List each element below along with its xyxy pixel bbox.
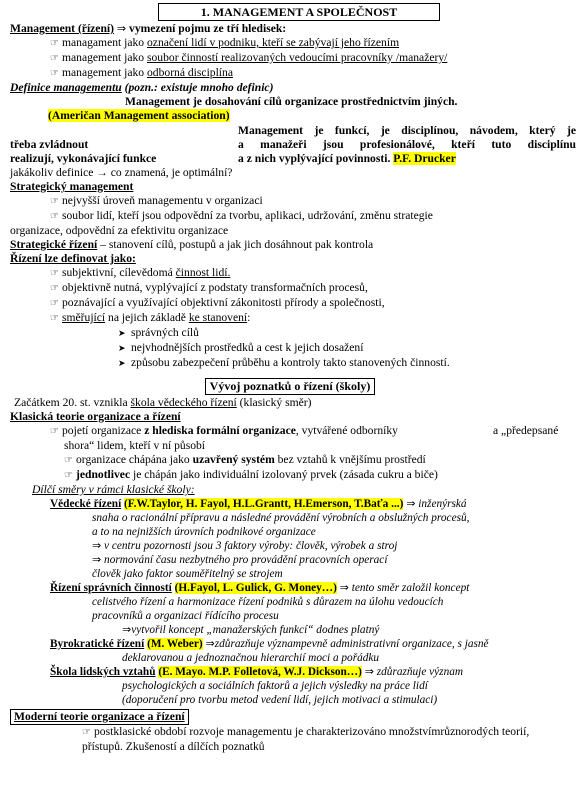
list-item: ☞ směřující na jejich základě ke stanovení: <box>50 311 251 324</box>
list-item: ☞ objektivně nutná, vyplývající z podstaty transformačních procesů, <box>50 281 368 294</box>
list-item: ☞ soubor lidí, kteří jsou odpovědní za tvorbu, aplikaci, udržování, změnu strategie <box>50 209 433 222</box>
hand-pointer-icon: ☞ <box>50 38 59 49</box>
history-title: Vývoj poznatků o řízení (školy) <box>205 378 375 395</box>
define-heading: Řízení lze definovat jako: <box>10 252 136 265</box>
list-item: ☞ jednotlivec je chápán jako individuální izolovaný prvek (zásada cukru a biče) <box>64 468 438 481</box>
definition-1: Management je dosahování cílů organizace prostřednictvím jiných. <box>125 95 458 108</box>
list-item-continuation: organizace, odpovědní za efektivitu organizace <box>10 224 229 237</box>
list-item: ☞ organizace chápána jako uzavřený systém bez vztahů k vnějšímu prostředí <box>64 453 426 466</box>
sub-list-item: ➤ způsobu zabezpečení průběhu a kontroly takto stanovených činností. <box>118 356 450 369</box>
hand-pointer-icon: ☞ <box>50 211 59 222</box>
strategic-rizeni: Strategické řízení – stanovení cílů, postupů a jak jich dosáhnout pak kontrola <box>10 238 374 251</box>
hand-pointer-icon: ☞ <box>50 283 59 294</box>
list-item-continuation: přístupů. Zkušeností a dílčích poznatků <box>82 740 265 753</box>
hand-pointer-icon: ☞ <box>50 298 59 309</box>
hand-pointer-icon: ☞ <box>64 455 73 466</box>
page-title: 1. MANAGEMENT A SPOLEČNOST <box>158 3 440 21</box>
history-intro: Začátkem 20. st. vznikla škola vědeckého řízení (klasický směr) <box>14 396 312 409</box>
hand-pointer-icon: ☞ <box>50 196 59 207</box>
hand-pointer-icon: ☞ <box>50 426 59 437</box>
document-page: 1. MANAGEMENT A SPOLEČNOST Management (řízení) ⇒ vymezení pojmu ze tří hledisek: ☞ managament jako označení lidí v podniku, kteří se zabývají jeho řízením ☞ management jako soubor činností realizovaných vedoucími pracovníky /manažery/ ☞ management jako odborná disciplína Definice managementu (pozn.: existuje mnoho definic) Management je dosahování cílů organizace prostřednictvím jiných. (Američan Management association) Management je funkcí, je disciplínou, návodem, který je třeba zvládnout a manažeři jsou profesionálové, kteří tuto disciplínu realizují, vykonávající funkce a z nich vyplývající povinnosti. P.F. Drucker jakákoliv definice → co znamená, je optimální? Strategický management ☞ nejvyšší úroveň managementu v organizaci ☞ soubor lidí, kteří jsou odpovědní za tvorbu, aplikaci, udržování, změnu strategie organizace, odpovědní za efektivitu organizace Strategické řízení – stanovení cílů, postupů a jak jich dosáhnout pak kontrola Řízení lze definovat jako: ☞ subjektivní, cílevědomá činnost lidí. ☞ objektivně nutná, vyplývající z podstaty transformačních procesů, ☞ poznávající a využívající objektivní zákonitosti přírody a společnosti, ☞ směřující na jejich základě ke stanovení: ➤ správných cílů ➤ nejvhodnějších prostředků a cest k jejich dosažení ➤ způsobu zabezpečení průběhu a kontroly takto stanovených činností. Vývoj poznatků o řízení (školy) Začátkem 20. st. vznikla škola vědeckého řízení (klasický směr) Klasická teorie organizace a řízení ☞ pojetí organizace z hlediska formální organizace, vytvářené odborníky a „předepsané shora“ lidem, kteří v ní působí ☞ organizace chápána jako uzavřený systém bez vztahů k vnějšímu prostředí ☞ jednotlivec je chápán jako individuální izolovaný prvek (zásada cukru a biče) Dílčí směry v rámci klasické školy: Vědecké řízení (F.W.Taylor, H. Fayol, H.L.Grantt, H.Emerson, T.Baťa ...) ⇒ inženýrská snaha o racionální přípravu a následné provádění výrobních a obslužných procesů, a to na nejnižších úrovních podnikové organizace ⇒ v centru pozornosti jsou 3 faktory výroby: člověk, výrobek a stroj ⇒ normování času nezbytného pro provádění pracovních operací člověk jako faktor souměřitelný se strojem Řízení správních činností (H.Fayol, L. Gulick, G. Money…) ⇒ tento směr založil koncept celistvého řízení a harmonizace řízení podniků s důrazem na úlohu vedoucích pracovníků a organizaci řídícího procesu ⇒vytvořil koncept „manažerských funkcí“ dodnes platný Byrokratické řízení (M. Weber) ⇒zdůrazňuje význampevně administrativní organizace, s jasně deklarovanou a jednoznačnou hierarchií moci a pořádku Škola lidských vztahů (E. Mayo. M.P. Folletová, W.J. Dickson…) ⇒ zdůrazňuje význam psychologických a sociálních faktorů a jejich výsledky na práce lidí (doporučení pro tvorbu metod vedení lidí, jejich motivaci a stimulaci) Moderní teorie organizace a řízení ☞ postklasické období rozvoje managementu je charakterizováno množstvímrůznorodých teorií, přístupů. Zkušeností a dílčích poznatků <box>10 5 576 753</box>
definition-heading: Definice managementu (pozn.: existuje mnoho definic) <box>10 81 274 94</box>
list-item-continuation: shora“ lidem, kteří v ní působí <box>64 439 206 452</box>
management-heading <box>10 22 576 36</box>
modern-heading: Moderní teorie organizace a řízení <box>10 709 576 725</box>
list-item: ☞ managament jako označení lidí v podniku, kteří se zabývají jeho řízením <box>50 36 400 49</box>
triangle-bullet-icon: ➤ <box>118 344 126 354</box>
list-item: ☞ subjektivní, cílevědomá činnost lidí. <box>50 266 231 279</box>
list-item: ☞ management jako odborná disciplína <box>50 66 233 79</box>
triangle-bullet-icon: ➤ <box>118 359 126 369</box>
sub-list-item: ➤ správných cílů <box>118 326 199 339</box>
hand-pointer-icon: ☞ <box>50 313 59 324</box>
strategic-heading: Strategický management <box>10 180 134 193</box>
management-label: Management (řízení) <box>10 22 114 35</box>
hand-pointer-icon: ☞ <box>50 53 59 64</box>
list-item: ☞ postklasické období rozvoje managementu je charakterizováno množstvímrůznorodých teorií, <box>82 725 530 738</box>
definition-question: jakákoliv definice → co znamená, je optimální? <box>10 166 233 179</box>
ama-source: (Američan Management association) <box>48 109 230 122</box>
classic-heading: Klasická teorie organizace a řízení <box>10 410 181 423</box>
list-item: ☞ management jako soubor činností realizovaných vedoucími pracovníky /manažery/ <box>50 51 448 64</box>
list-item: ☞ poznávající a využívající objektivní zákonitosti přírody a společnosti, <box>50 296 385 309</box>
school-vedecke: Vědecké řízení (F.W.Taylor, H. Fayol, H.L.Grantt, H.Emerson, T.Baťa ...) ⇒ inženýrská <box>50 497 467 510</box>
school-lidske-vztahy: Škola lidských vztahů (E. Mayo. M.P. Folletová, W.J. Dickson…) ⇒ zdůrazňuje význam <box>50 665 464 678</box>
management-rest: vymezení pojmu ze tří hledisek: <box>129 22 287 35</box>
sub-schools-heading: Dílčí směry v rámci klasické školy: <box>32 483 195 496</box>
school-spravni: Řízení správních činností (H.Fayol, L. Gulick, G. Money…) ⇒ tento směr založil koncept <box>50 581 470 594</box>
hand-pointer-icon: ☞ <box>50 68 59 79</box>
hand-pointer-icon: ☞ <box>50 268 59 279</box>
list-item: ☞ pojetí organizace z hlediska formální organizace, vytvářené odborníky a „předepsané <box>50 424 559 437</box>
drucker-author: P.F. Drucker <box>393 152 456 165</box>
hand-pointer-icon: ☞ <box>64 470 73 481</box>
arrow-icon: ⇒ <box>116 22 127 35</box>
sub-list-item: ➤ nejvhodnějších prostředků a cest k jejich dosažení <box>118 341 364 354</box>
triangle-bullet-icon: ➤ <box>118 329 126 339</box>
drucker-definition: Management je funkcí, je disciplínou, návodem, který je třeba zvládnout a manažeři jsou profesionálové, kteří tuto disciplínu realizují, vykonávající funkce a z nich vyplývající povinnosti. P.F. Drucker <box>10 124 576 165</box>
school-byrokraticke: Byrokratické řízení (M. Weber) ⇒zdůrazňuje význampevně administrativní organizace, s jasně <box>50 637 489 650</box>
hand-pointer-icon: ☞ <box>82 727 91 738</box>
list-item: ☞ nejvyšší úroveň managementu v organizaci <box>50 194 263 207</box>
